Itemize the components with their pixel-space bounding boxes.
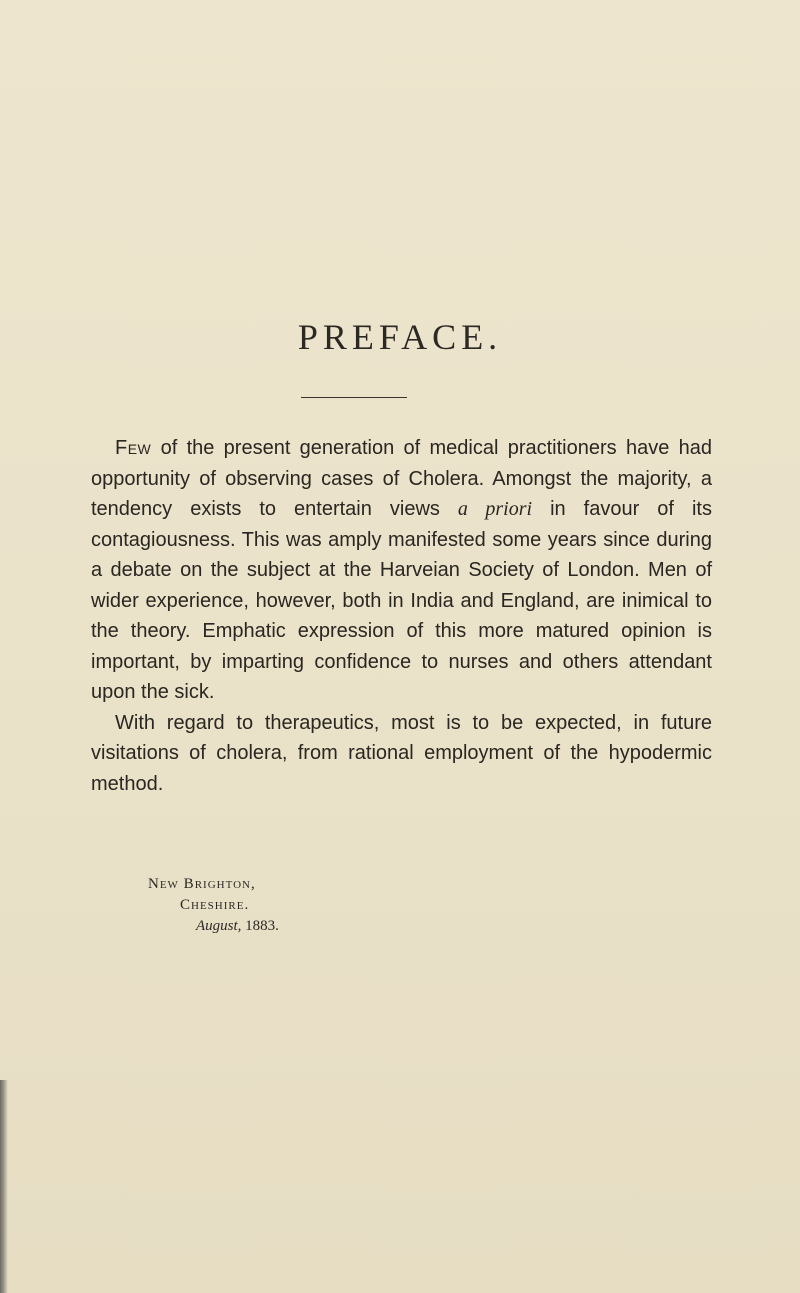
paragraph-lead-word: Few xyxy=(115,437,152,459)
signoff-place: New Brighton, xyxy=(148,876,256,892)
paragraph-1 xyxy=(91,433,712,708)
title-rule xyxy=(301,397,407,398)
paragraph-2: With regard to therapeutics, most is to be expected, in future visitations of cholera, from rational employment of the hypodermic method. xyxy=(91,711,712,795)
preface-body xyxy=(91,433,712,799)
page-title: PREFACE. xyxy=(297,317,503,357)
signoff xyxy=(148,874,279,937)
signoff-month: August, xyxy=(196,918,242,934)
paragraph-1-text-b: in favour of its contagiousness. This was amply manifested some years since during a debate on the subject at the Harveian Society of London. Men of wider experience, however, both in India and England, are inimical to the theory. Emphatic expression of this more matured opinion is important, by imparting confidence to nurses and others attendant upon the sick. xyxy=(91,498,712,703)
signoff-year: 1883. xyxy=(245,918,279,934)
page-edge-shadow xyxy=(0,1080,8,1293)
signoff-county: Cheshire. xyxy=(180,897,250,913)
paragraph-1-text-a: of the present generation of medical practitioners have had opportunity of observing cases of Cholera. Amongst the majority, a tendency exists to entertain views xyxy=(91,437,712,520)
italic-phrase: a priori xyxy=(457,498,533,520)
signoff-date xyxy=(148,916,279,937)
